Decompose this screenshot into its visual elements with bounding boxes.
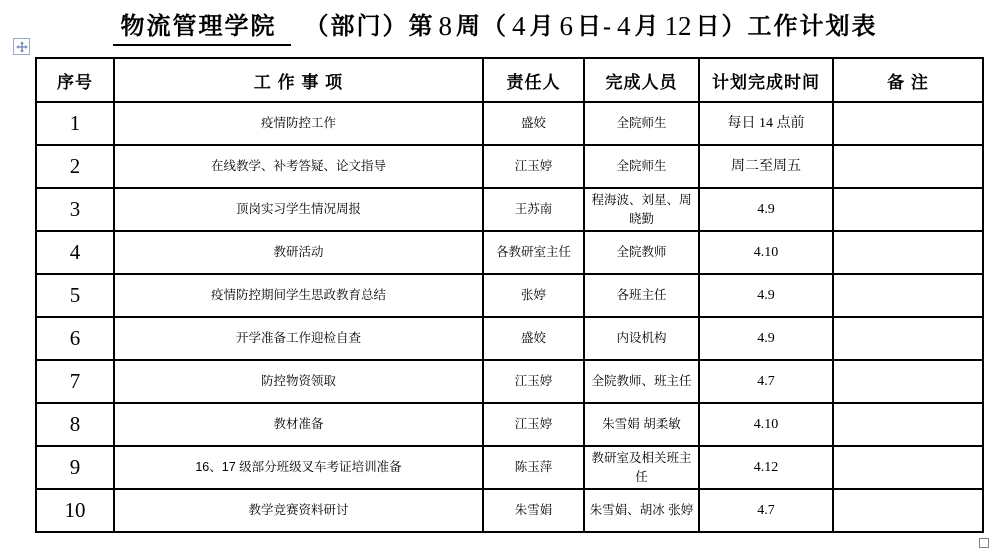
row-number-cell[interactable]: 8 xyxy=(36,403,114,446)
deadline-cell[interactable]: 周二至周五 xyxy=(699,145,833,188)
responsible-cell[interactable]: 陈玉萍 xyxy=(483,446,584,489)
title-segment: 周（ xyxy=(456,14,508,40)
title-segment: 12 xyxy=(664,11,692,41)
responsible-cell[interactable]: 王苏南 xyxy=(483,188,584,231)
table-row xyxy=(36,403,983,446)
row-number-cell[interactable]: 9 xyxy=(36,446,114,489)
remark-cell[interactable] xyxy=(833,360,983,403)
completers-cell[interactable]: 全院教师 xyxy=(584,231,699,274)
table-row xyxy=(36,489,983,532)
work-item-cell[interactable]: 教材准备 xyxy=(114,403,483,446)
completers-cell[interactable]: 全院师生 xyxy=(584,145,699,188)
header-remark[interactable]: 备 注 xyxy=(833,58,983,102)
responsible-cell[interactable]: 江玉婷 xyxy=(483,145,584,188)
remark-cell[interactable] xyxy=(833,231,983,274)
table-header-row xyxy=(36,58,983,102)
title-segment: 物流管理学院 xyxy=(113,6,291,46)
header-deadline[interactable]: 计划完成时间 xyxy=(699,58,833,102)
deadline-cell[interactable]: 4.7 xyxy=(699,489,833,532)
table-row xyxy=(36,446,983,489)
row-number-cell[interactable]: 5 xyxy=(36,274,114,317)
title-segment: 月 xyxy=(634,14,661,40)
completers-cell[interactable]: 朱雪娟、胡冰 张婷 xyxy=(584,489,699,532)
title-segment: 月 xyxy=(529,14,556,40)
responsible-cell[interactable]: 张婷 xyxy=(483,274,584,317)
work-item-cell[interactable]: 顶岗实习学生情况周报 xyxy=(114,188,483,231)
header-completers[interactable]: 完成人员 xyxy=(584,58,699,102)
table-row xyxy=(36,360,983,403)
deadline-cell[interactable]: 4.12 xyxy=(699,446,833,489)
completers-cell[interactable]: 朱雪娟 胡柔敏 xyxy=(584,403,699,446)
remark-cell[interactable] xyxy=(833,446,983,489)
title-segment: 6 xyxy=(559,11,573,41)
remark-cell[interactable] xyxy=(833,489,983,532)
table-move-handle[interactable] xyxy=(13,38,30,55)
responsible-cell[interactable]: 盛姣 xyxy=(483,102,584,145)
table-row xyxy=(36,145,983,188)
row-number-cell[interactable]: 6 xyxy=(36,317,114,360)
page-title[interactable] xyxy=(0,6,990,46)
remark-cell[interactable] xyxy=(833,188,983,231)
title-segment: 8 xyxy=(438,11,452,41)
responsible-cell[interactable]: 江玉婷 xyxy=(483,403,584,446)
completers-cell[interactable]: 内设机构 xyxy=(584,317,699,360)
table-row xyxy=(36,317,983,360)
deadline-cell[interactable]: 4.7 xyxy=(699,360,833,403)
work-item-cell[interactable]: 防控物资领取 xyxy=(114,360,483,403)
row-number-cell[interactable]: 10 xyxy=(36,489,114,532)
table-row xyxy=(36,188,983,231)
remark-cell[interactable] xyxy=(833,274,983,317)
deadline-cell[interactable]: 4.10 xyxy=(699,403,833,446)
responsible-cell[interactable]: 盛姣 xyxy=(483,317,584,360)
completers-cell[interactable]: 全院教师、班主任 xyxy=(584,360,699,403)
title-segment: （部门）第 xyxy=(304,14,435,40)
row-number-cell[interactable]: 2 xyxy=(36,145,114,188)
work-item-cell[interactable]: 疫情防控期间学生思政教育总结 xyxy=(114,274,483,317)
deadline-cell[interactable]: 4.10 xyxy=(699,231,833,274)
responsible-cell[interactable]: 江玉婷 xyxy=(483,360,584,403)
remark-cell[interactable] xyxy=(833,403,983,446)
completers-cell[interactable]: 程海波、刘星、周晓勤 xyxy=(584,188,699,231)
work-plan-table xyxy=(35,57,984,533)
title-segment: 日- xyxy=(577,14,613,40)
move-cross-icon xyxy=(16,41,28,53)
deadline-cell[interactable]: 4.9 xyxy=(699,274,833,317)
remark-cell[interactable] xyxy=(833,317,983,360)
remark-cell[interactable] xyxy=(833,145,983,188)
work-item-cell[interactable]: 开学准备工作迎检自查 xyxy=(114,317,483,360)
row-number-cell[interactable]: 1 xyxy=(36,102,114,145)
row-number-cell[interactable]: 3 xyxy=(36,188,114,231)
row-number-cell[interactable]: 4 xyxy=(36,231,114,274)
work-item-cell[interactable]: 教研活动 xyxy=(114,231,483,274)
deadline-cell[interactable]: 每日 14 点前 xyxy=(699,102,833,145)
title-segment: 日） xyxy=(695,14,748,40)
deadline-cell[interactable]: 4.9 xyxy=(699,317,833,360)
header-no[interactable]: 序号 xyxy=(36,58,114,102)
completers-cell[interactable]: 全院师生 xyxy=(584,102,699,145)
work-plan-table-container xyxy=(35,57,982,533)
completers-cell[interactable]: 各班主任 xyxy=(584,274,699,317)
title-segment: 4 xyxy=(617,11,631,41)
table-body xyxy=(36,102,983,532)
header-work-item[interactable]: 工 作 事 项 xyxy=(114,58,483,102)
remark-cell[interactable] xyxy=(833,102,983,145)
work-item-cell[interactable]: 教学竞赛资料研讨 xyxy=(114,489,483,532)
deadline-cell[interactable]: 4.9 xyxy=(699,188,833,231)
work-item-cell[interactable]: 疫情防控工作 xyxy=(114,102,483,145)
table-row xyxy=(36,274,983,317)
title-segment: 工作计划表 xyxy=(747,14,878,40)
responsible-cell[interactable]: 各教研室主任 xyxy=(483,231,584,274)
table-row xyxy=(36,231,983,274)
header-responsible[interactable]: 责任人 xyxy=(483,58,584,102)
completers-cell[interactable]: 教研室及相关班主任 xyxy=(584,446,699,489)
table-row xyxy=(36,102,983,145)
title-segment: 4 xyxy=(512,11,526,41)
table-resize-handle[interactable] xyxy=(979,538,989,548)
row-number-cell[interactable]: 7 xyxy=(36,360,114,403)
work-item-cell[interactable]: 16、17 级部分班级叉车考证培训准备 xyxy=(114,446,483,489)
responsible-cell[interactable]: 朱雪娟 xyxy=(483,489,584,532)
work-item-cell[interactable]: 在线教学、补考答疑、论文指导 xyxy=(114,145,483,188)
